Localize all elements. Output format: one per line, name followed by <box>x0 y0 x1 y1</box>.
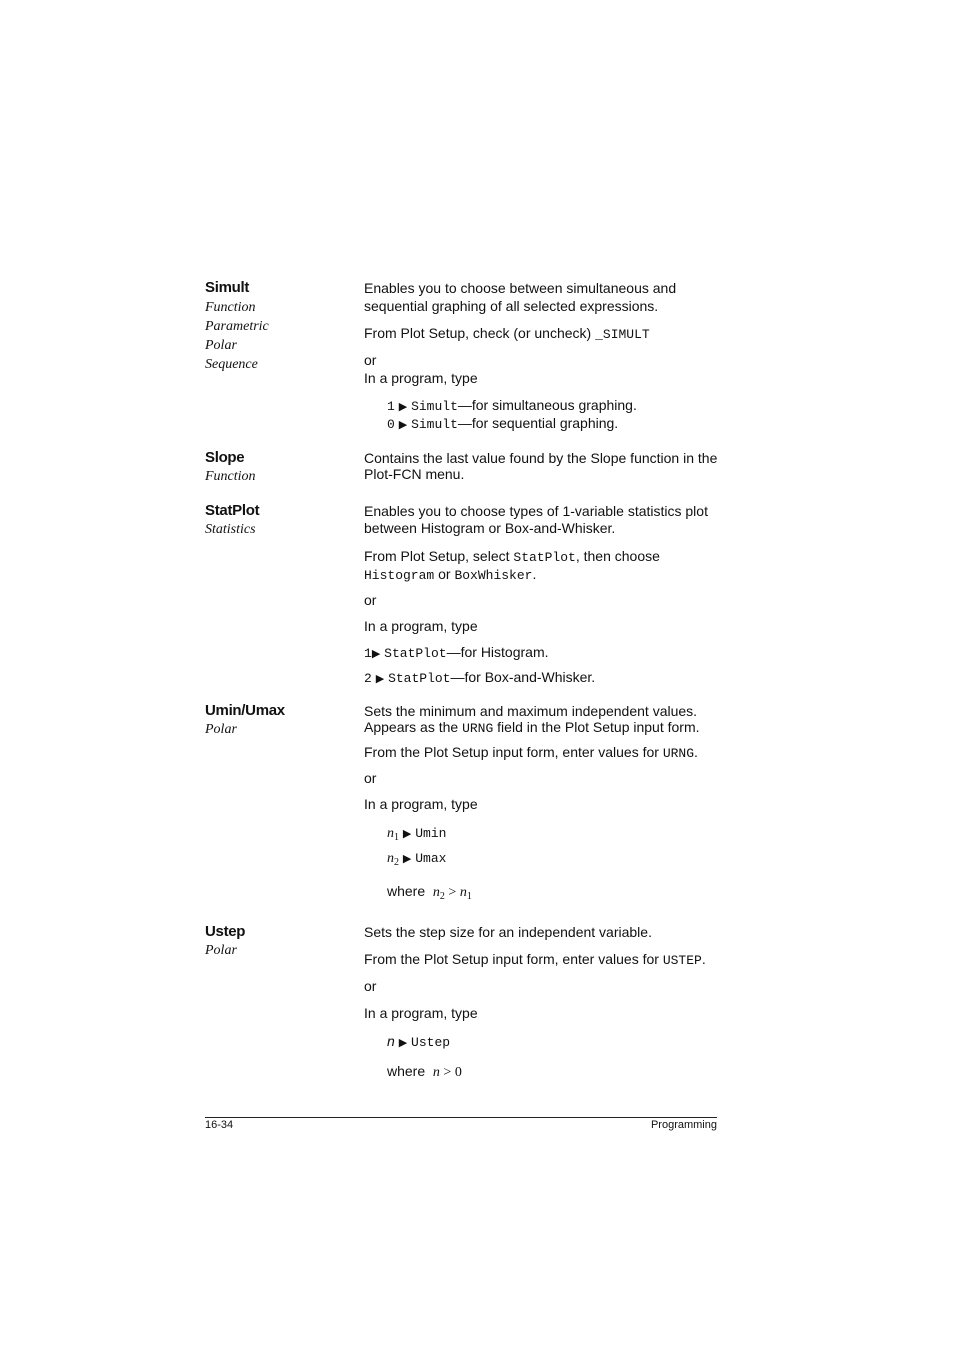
store-arrow-icon: ▶ <box>398 1037 408 1049</box>
program-instruction: In a program, type <box>364 370 478 386</box>
description-line: between Histogram or Box-and-Whisker. <box>364 520 616 536</box>
code-term: URNG <box>662 746 695 761</box>
description-line: Plot-FCN menu. <box>364 466 465 482</box>
description-line: Contains the last value found by the Slope function in the <box>364 450 718 466</box>
condition: where $n_2 > n_1$ <box>387 883 472 902</box>
code-term: BoxWhisker <box>454 568 533 583</box>
store-arrow-icon: ▶ <box>402 828 412 840</box>
description-line: Enables you to choose between simultaneous and <box>364 280 677 296</box>
setup-instruction: From Plot Setup, check (or uncheck) _SIMULT <box>364 325 650 342</box>
store-arrow-icon: ▶ <box>398 419 408 431</box>
mode-label: Polar <box>205 943 237 958</box>
code-example: n ▶ Ustep <box>387 1033 451 1050</box>
section-title: Programming <box>650 1119 717 1131</box>
mode-label: Statistics <box>205 522 256 537</box>
code-term: URNG <box>462 721 494 736</box>
mode-label: Function <box>205 469 256 484</box>
setup-instruction: From the Plot Setup input form, enter values for URNG. <box>364 744 698 761</box>
setup-instruction: From Plot Setup, select StatPlot, then choose <box>364 548 660 565</box>
program-instruction: In a program, type <box>364 618 478 634</box>
code-example: $n_2$ ▶ Umax <box>387 851 447 868</box>
code-term: StatPlot <box>513 550 576 565</box>
or-text: or <box>364 978 377 994</box>
store-arrow-icon: ▶ <box>398 401 408 413</box>
store-arrow-icon: ▶ <box>402 853 412 865</box>
program-instruction: In a program, type <box>364 1005 478 1021</box>
description-line: Appears as the URNG field in the Plot Setup input form. <box>364 719 700 736</box>
or-text: or <box>364 352 377 368</box>
description-line: sequential graphing of all selected expressions. <box>364 298 659 314</box>
code-term: _SIMULT <box>595 327 650 342</box>
page-number: 16-34 <box>205 1119 234 1131</box>
description-line: Sets the minimum and maximum independent values. <box>364 703 698 719</box>
code-example: 0 ▶ Simult—for sequential graphing. <box>387 415 619 432</box>
code-term: Histogram <box>364 568 435 583</box>
or-text: or <box>364 592 377 608</box>
mode-label: Parametric <box>205 319 269 334</box>
setup-options: Histogram or BoxWhisker. <box>364 566 537 583</box>
description-line: Enables you to choose types of 1-variable statistics plot <box>364 503 708 519</box>
code-example: 1▶ StatPlot—for Histogram. <box>364 644 549 661</box>
store-arrow-icon: ▶ <box>371 648 381 660</box>
mode-label: Sequence <box>205 357 258 372</box>
entry-term-umin-umax: Umin/Umax <box>205 702 285 719</box>
mode-label: Polar <box>205 338 237 353</box>
store-arrow-icon: ▶ <box>375 673 385 685</box>
or-text: or <box>364 770 377 786</box>
entry-term-simult: Simult <box>205 279 250 296</box>
code-example: 1 ▶ Simult—for simultaneous graphing. <box>387 397 637 414</box>
footer-rule <box>205 1117 717 1118</box>
entry-term-ustep: Ustep <box>205 923 246 940</box>
code-term: USTEP <box>662 953 702 968</box>
entry-term-statplot: StatPlot <box>205 502 260 519</box>
mode-label: Function <box>205 300 256 315</box>
code-example: 2 ▶ StatPlot—for Box-and-Whisker. <box>364 669 596 686</box>
mode-label: Polar <box>205 722 237 737</box>
description-line: Sets the step size for an independent variable. <box>364 924 652 940</box>
code-example: $n_1$ ▶ Umin <box>387 826 447 843</box>
entry-term-slope: Slope <box>205 449 245 466</box>
condition: where n > 0 <box>387 1063 462 1080</box>
setup-instruction: From the Plot Setup input form, enter values for USTEP. <box>364 951 706 968</box>
program-instruction: In a program, type <box>364 796 478 812</box>
